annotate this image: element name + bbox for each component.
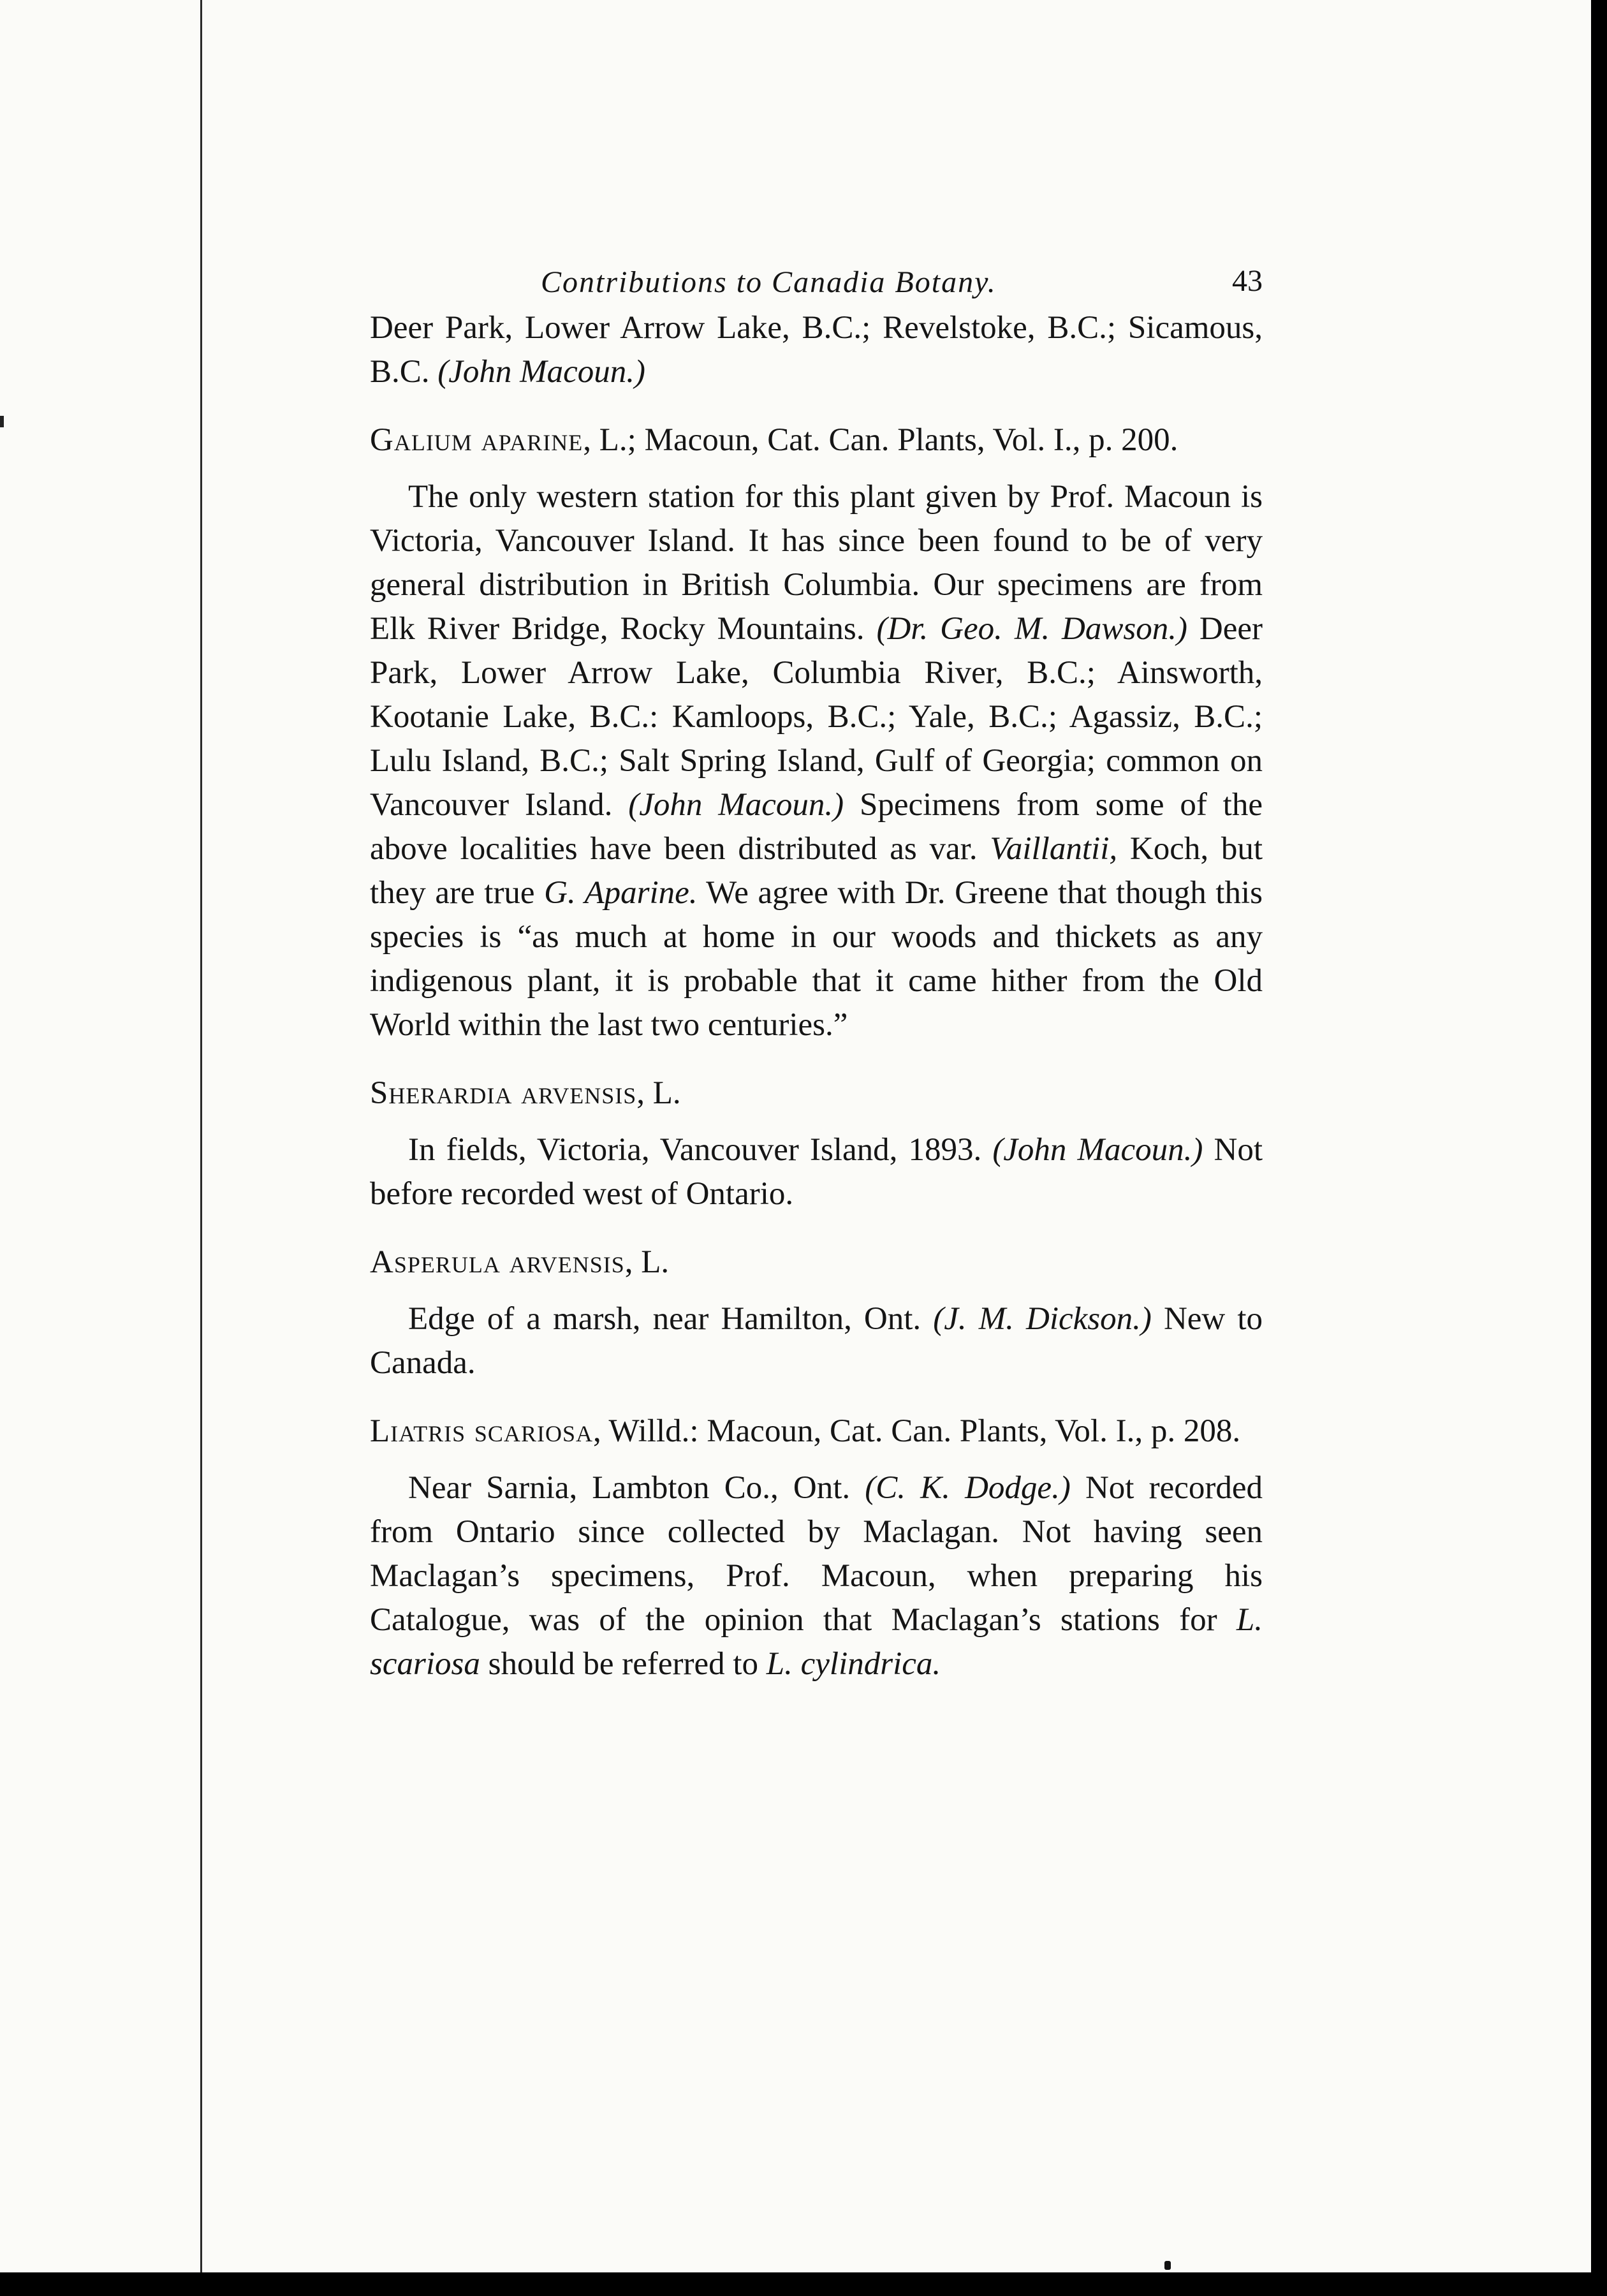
text-run: New to Canada.: [370, 1301, 1263, 1381]
text-run: Near Sarnia, Lambton Co., Ont.: [408, 1470, 865, 1506]
species-name: Galium aparine: [370, 422, 583, 458]
collector-citation: (J. M. Dickson.): [933, 1301, 1152, 1337]
species-entry-liatris: [370, 1409, 1263, 1453]
running-head: Contributions to Canadia Botany.: [541, 265, 997, 299]
species-name: Sherardia arvensis: [370, 1075, 637, 1111]
text-run: Not before recorded west of Ontario.: [370, 1132, 1263, 1212]
text-run: Deer Park, Lower Arrow Lake, Columbia River, B.C.; Ainsworth, Kootanie Lake, B.C.: Kamloops, B.C.; Yale, B.C.; Agassiz, B.C.; Lulu Island, B.C.; Salt Spring Island, Gulf of Georgia; common on Vancouver Island.: [370, 611, 1263, 823]
paragraph-sherardia-notes: [370, 1128, 1263, 1216]
text-run: Edge of a marsh, near Hamilton, Ont.: [408, 1301, 934, 1337]
variety-name: Vaillantii,: [990, 831, 1118, 867]
paragraph-liatris-notes: [370, 1466, 1263, 1686]
collector-citation: (John Macoun.): [628, 787, 844, 823]
text-run: Not recorded from Ontario since collected by Maclagan. Not having seen Maclagan’s specimens, Prof. Macoun, when preparing his Catalogue, was of the opinion that Maclagan’s stations for: [370, 1470, 1263, 1638]
text-run: , Willd.: Macoun, Cat. Can. Plants, Vol. I., p. 208.: [592, 1413, 1241, 1449]
gutter-line: [200, 0, 202, 2272]
species-abbrev: L. scariosa: [370, 1602, 1263, 1682]
paragraph-asperula-notes: [370, 1297, 1263, 1385]
scan-border-bottom: [0, 2272, 1607, 2296]
text-run: Koch, but they are true: [370, 831, 1263, 911]
collector-citation: (John Macoun.): [992, 1132, 1203, 1168]
text-run: , L.; Macoun, Cat. Can. Plants, Vol. I., p. 200.: [583, 422, 1178, 458]
species-entry-asperula: [370, 1240, 1263, 1284]
text-run: In fields, Victoria, Vancouver Island, 1893.: [408, 1132, 993, 1168]
text-run: The only western station for this plant given by Prof. Macoun is Victoria, Vancouver Island. It has since been found to be of very general distribution in British Columbia. Our specimens are from Elk River Bridge, Rocky Mountains.: [370, 479, 1263, 647]
collector-citation: (Dr. Geo. M. Dawson.): [876, 611, 1187, 647]
collector-citation: (C. K. Dodge.): [865, 1470, 1071, 1506]
text-run: Deer Park, Lower Arrow Lake, B.C.; Revelstoke, B.C.; Sicamous, B.C.: [370, 310, 1263, 390]
text-run: , L.: [636, 1075, 681, 1111]
page-header: [370, 255, 1263, 306]
text-run: We agree with Dr. Greene that though this species is “as much at home in our woods and thickets as any indigenous plant, it is probable that it came hither from the Old World within the last two centuries.”: [370, 875, 1263, 1043]
paragraph-localities-1: [370, 306, 1263, 394]
species-entry-galium: [370, 418, 1263, 462]
scan-border-right: [1591, 0, 1607, 2296]
text-run: should be referred to: [480, 1646, 767, 1682]
species-name: Liatris scariosa: [370, 1413, 593, 1449]
text-run: Specimens from some of the above localities have been distributed as var.: [370, 787, 1263, 867]
text-run: , L.: [624, 1244, 670, 1280]
species-name: Asperula arvensis: [370, 1244, 625, 1280]
paragraph-galium-notes: [370, 475, 1263, 1047]
margin-mark: [0, 416, 4, 427]
ink-speck: [1164, 2261, 1171, 2270]
page-number: 43: [1232, 264, 1263, 298]
species-abbrev: G. Aparine.: [544, 875, 698, 911]
species-abbrev: L. cylindrica.: [766, 1646, 941, 1682]
collector-citation: (John Macoun.): [437, 354, 646, 390]
species-entry-sherardia: [370, 1071, 1263, 1115]
text-column: [370, 255, 1263, 1686]
